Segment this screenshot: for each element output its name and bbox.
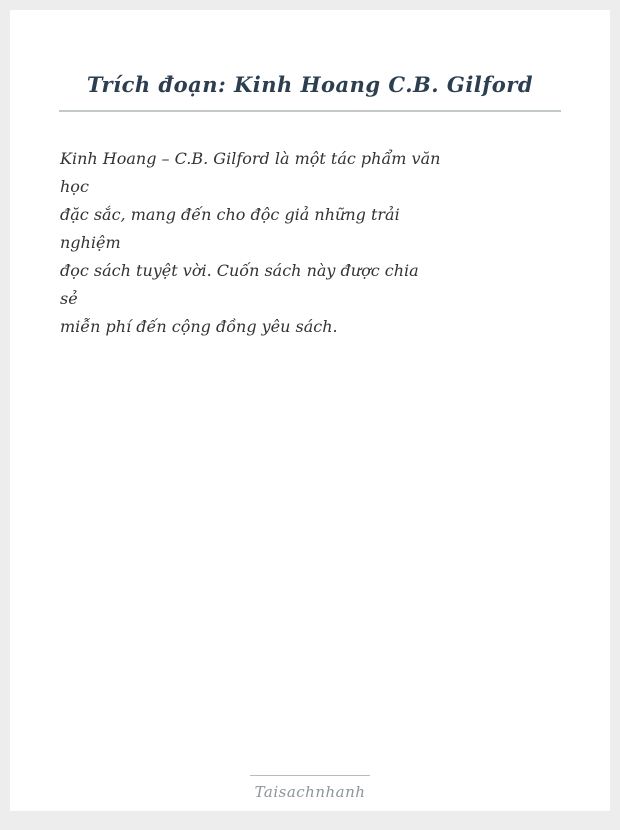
- page-footer: [10, 775, 610, 801]
- body-line: nghiệm: [60, 233, 121, 252]
- document-page: [10, 10, 610, 811]
- body-line: sẻ: [60, 289, 78, 308]
- footer-divider: [250, 775, 370, 776]
- body-line: Kinh Hoang – C.B. Gilford là một tác phẩm văn: [60, 149, 441, 168]
- body-line: miễn phí đến cộng đồng yêu sách.: [60, 317, 338, 336]
- footer-brand: Taisachnhanh: [254, 783, 366, 801]
- page-title: Trích đoạn: Kinh Hoang C.B. Gilford: [86, 72, 534, 97]
- body-line: đặc sắc, mang đến cho độc giả những trải: [60, 205, 400, 224]
- title-divider: [59, 110, 561, 112]
- body-line: học: [60, 177, 89, 196]
- body-line: đọc sách tuyệt vời. Cuốn sách này được chia: [60, 261, 419, 280]
- excerpt-body: [60, 145, 560, 341]
- canvas: [0, 10, 620, 830]
